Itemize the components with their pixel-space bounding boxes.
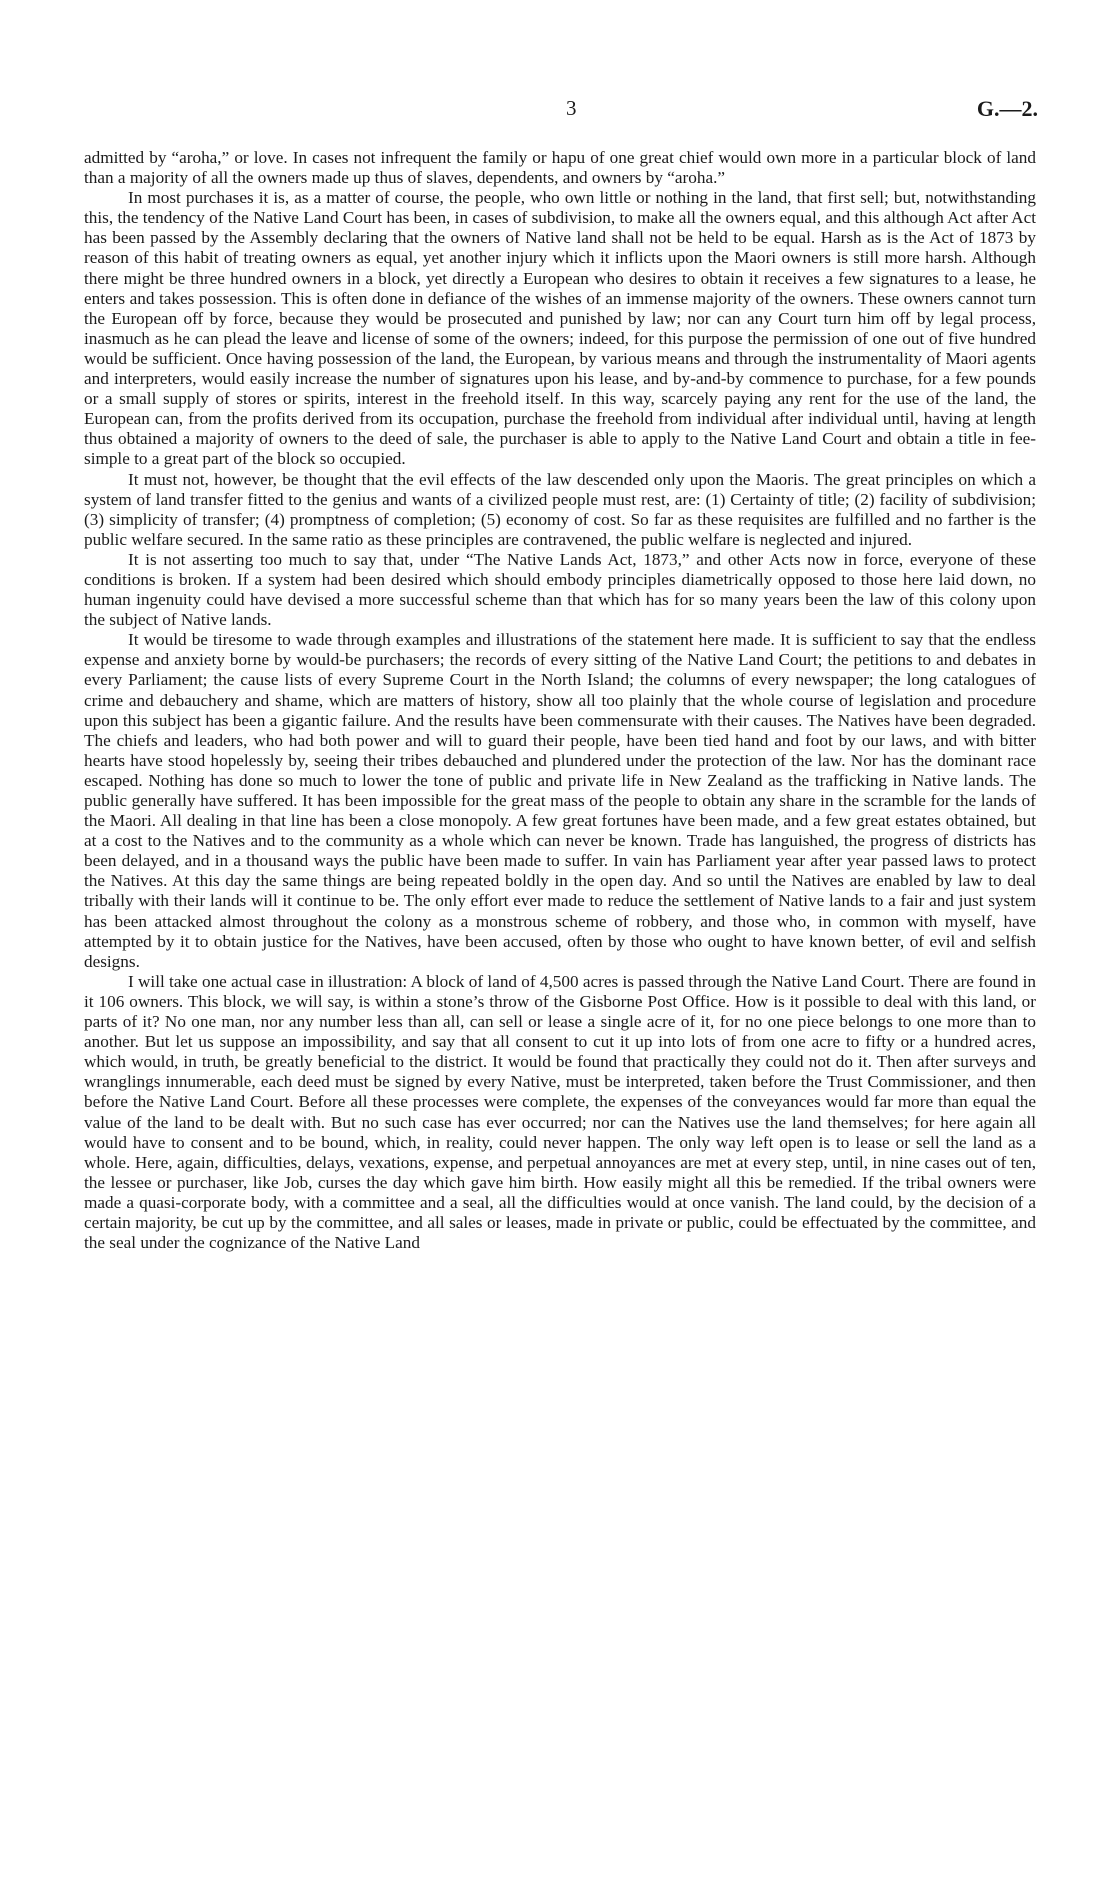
body-text [84,148,1036,1253]
paragraph-continued: admitted by “aroha,” or love. In cases not infrequent the family or hapu of one great chief would own more in a particular block of land than a majority of all the owners made up thus of slaves, dependents, and owners by “aroha.” [84,148,1036,188]
document-reference: G.—2. [976,96,1038,121]
paragraph: In most purchases it is, as a matter of course, the people, who own little or nothing in the land, that first sell; but, notwithstanding this, the tendency of the Native Land Court has been, in cases of subdivision, to make all the owners equal, and this although Act after Act has been passed by the Assembly declaring that the owners of Native land shall not be held to be equal. Harsh as is the Act of 1873 by reason of this habit of treating owners as equal, yet another injury which it inflicts upon the Maori owners is still more harsh. Although there might be three hundred owners in a block, yet directly a European who desires to obtain it receives a few signatures to a lease, he enters and takes possession. This is often done in defiance of the wishes of an immense majority of the owners. These owners cannot turn the European off by force, because they would be prosecuted and punished by law; nor can any Court turn him off by legal process, inasmuch as he can plead the leave and license of some of the owners; indeed, for this purpose the permission of one out of five hundred would be sufficient. Once having possession of the land, the European, by various means and through the instrumentality of Maori agents and interpreters, would easily increase the number of signatures upon his lease, and by-and-by commence to purchase, for a few pounds or a small supply of stores or spirits, interest in the freehold itself. In this way, scarcely paying any rent for the use of the land, the European can, from the profits derived from its occupation, purchase the freehold from individual after individual until, having at length thus obtained a majority of owners to the deed of sale, the purchaser is able to apply to the Native Land Court and obtain a title in fee-simple to a great part of the block so occupied. [84,188,1036,469]
paragraph: I will take one actual case in illustration: A block of land of 4,500 acres is passed through the Native Land Court. There are found in it 106 owners. This block, we will say, is within a stone’s throw of the Gisborne Post Office. How is it possible to deal with this land, or parts of it? No one man, nor any number less than all, can sell or lease a single acre of it, for no one piece belongs to one more than to another. But let us suppose an impossibility, and say that all consent to cut it up into lots of from one acre to fifty or a hundred acres, which would, in truth, be greatly beneficial to the district. It would be found that practically they could not do it. Then after surveys and wranglings innumerable, each deed must be signed by every Native, must be interpreted, taken before the Trust Commissioner, and then before the Native Land Court. Before all these processes were complete, the expenses of the conveyances would far more than equal the value of the land to be dealt with. But no such case has ever occurred; nor can the Natives use the land themselves; for here again all would have to consent and to be bound, which, in reality, could never happen. The only way left open is to lease or sell the land as a whole. Here, again, difficulties, delays, vexations, expense, and perpetual annoyances are met at every step, until, in nine cases out of ten, the lessee or purchaser, like Job, curses the day which gave him birth. How easily might all this be remedied. If the tribal owners were made a quasi-corporate body, with a committee and a seal, all the difficulties would at once vanish. The land could, by the decision of a certain majority, be cut up by the committee, and all sales or leases, made in private or public, could be effectuated by the committee, and the seal under the cognizance of the Native Land [84,971,1036,1253]
page-header [0,96,1114,136]
paragraph: It would be tiresome to wade through examples and illustrations of the statement here made. It is sufficient to say that the endless expense and anxiety borne by would-be purchasers; the records of every sitting of the Native Land Court; the petitions to and debates in every Parliament; the cause lists of every Supreme Court in the North Island; the columns of every newspaper; the long catalogues of crime and debauchery and shame, which are matters of history, show all too plainly that the whole course of legislation and procedure upon this subject has been a gigantic failure. And the results have been commensurate with their causes. The Natives have been degraded. The chiefs and leaders, who had both power and will to guard their people, have been tied hand and foot by our laws, and with bitter hearts have stood hopelessly by, seeing their tribes debauched and plundered under the protection of the law. Nor has the dominant race escaped. Nothing has done so much to lower the tone of public and private life in New Zealand as the trafficking in Native lands. The public generally have suffered. It has been impossible for the great mass of the people to obtain any share in the scramble for the lands of the Maori. All dealing in that line has been a close monopoly. A few great fortunes have been made, and a few great estates obtained, but at a cost to the Natives and to the community as a whole which can never be known. Trade has languished, the progress of districts has been delayed, and in a thousand ways the public have been made to suffer. In vain has Parliament year after year passed laws to protect the Natives. At this day the same things are being repeated boldly in the open day. And so until the Natives are enabled by law to deal tribally with their lands will it continue to be. The only effort ever made to reduce the settlement of Native lands to a fair and just system has been attacked almost throughout the colony as a monstrous scheme of robbery, and those who, in common with myself, have attempted by it to obtain justice for the Natives, have been accused, often by those who ought to have known better, of evil and selfish designs. [84,630,1036,971]
paragraph: It must not, however, be thought that the evil effects of the law descended only upon the Maoris. The great principles on which a system of land transfer fitted to the genius and wants of a civilized people must rest, are: (1) Certainty of title; (2) facility of subdivision; (3) simplicity of transfer; (4) promptness of completion; (5) economy of cost. So far as these requisites are fulfilled and no farther is the public welfare secured. In the same ratio as these principles are contravened, the public welfare is neglected and injured. [84,469,1036,549]
page-number: 3 [566,96,577,120]
paragraph: It is not asserting too much to say that, under “The Native Lands Act, 1873,” and other Acts now in force, everyone of these conditions is broken. If a system had been desired which should embody principles diametrically opposed to those here laid down, no human ingenuity could have devised a more successful scheme than that which has for so many years been the law of this colony upon the subject of Native lands. [84,549,1036,630]
